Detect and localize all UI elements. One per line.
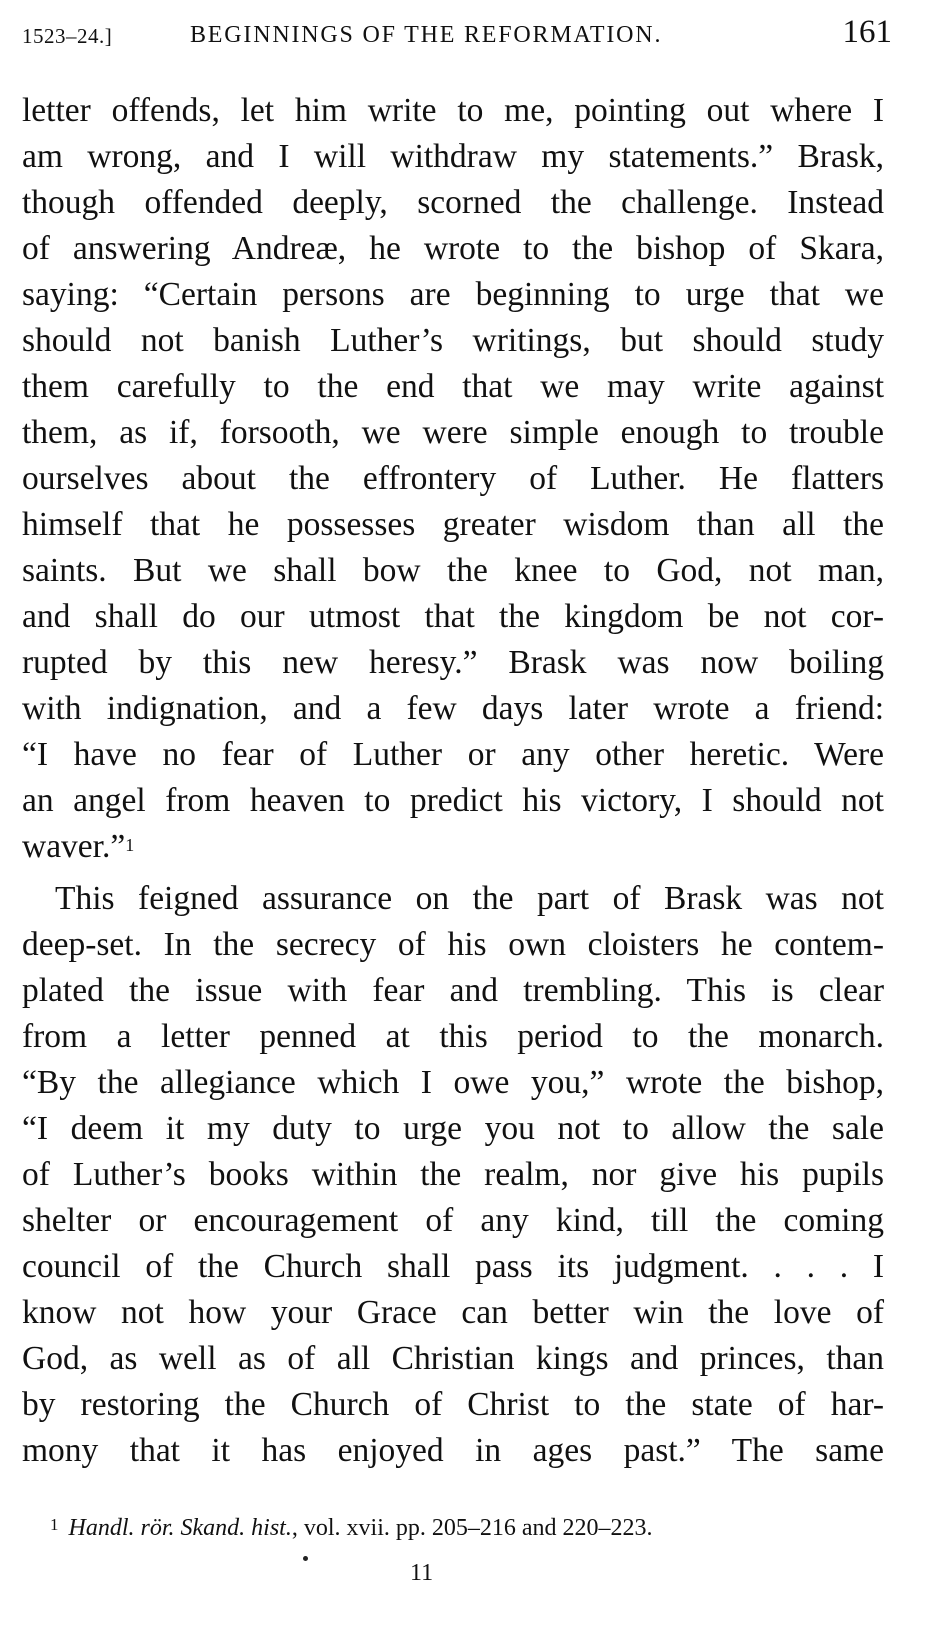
print-speck [303, 1556, 308, 1561]
text-line: This feigned assurance on the part of Brask was not [55, 880, 884, 917]
text-line: saints. But we shall bow the knee to God, not man, [22, 552, 884, 589]
text-line: by restoring the Church of Christ to the state of har- [22, 1386, 884, 1423]
running-header [22, 14, 892, 54]
text-line: and shall do our utmost that the kingdom be not cor- [22, 598, 884, 635]
text-line: should not banish Luther’s writings, but should study [22, 322, 884, 359]
header-years: 1523–24.] [22, 24, 113, 48]
text-line: deep-set. In the secrecy of his own cloisters he contem- [22, 926, 884, 963]
text-line [22, 824, 884, 870]
text-line: shelter or encouragement of any kind, till the coming [22, 1202, 884, 1239]
text-line-content: waver.” [22, 828, 126, 865]
footnote-text: , vol. xvii. pp. 205–216 and 220–223. [291, 1515, 653, 1541]
text-line: with indignation, and a few days later wrote a friend: [22, 690, 884, 727]
footnote-reference: 1 [125, 835, 135, 855]
text-line: an angel from heaven to predict his victory, I should not [22, 782, 884, 819]
text-line: of answering Andreæ, he wrote to the bishop of Skara, [22, 230, 884, 267]
text-line: of Luther’s books within the realm, nor give his pupils [22, 1156, 884, 1193]
text-line: God, as well as of all Christian kings and princes, than [22, 1340, 884, 1377]
text-line: plated the issue with fear and trembling. This is clear [22, 972, 884, 1009]
text-line: though offended deeply, scorned the challenge. Instead [22, 184, 884, 221]
text-line: rupted by this new heresy.” Brask was now boiling [22, 644, 884, 681]
footnote-title: Handl. rör. Skand. hist. [68, 1515, 292, 1541]
text-line: council of the Church shall pass its judgment. . . . I [22, 1248, 884, 1285]
signature-mark: 11 [410, 1560, 434, 1586]
page-number: 161 [842, 14, 892, 50]
text-line: them, as if, forsooth, we were simple enough to trouble [22, 414, 884, 451]
text-line: “By the allegiance which I owe you,” wrote the bishop, [22, 1064, 884, 1101]
footnote-number: 1 [50, 1515, 59, 1534]
text-line: ourselves about the effrontery of Luther. He flatters [22, 460, 884, 497]
text-line: from a letter penned at this period to the monarch. [22, 1018, 884, 1055]
text-line: himself that he possesses greater wisdom than all the [22, 506, 884, 543]
text-line: “I have no fear of Luther or any other heretic. Were [22, 736, 884, 773]
text-line: letter offends, let him write to me, pointing out where I [22, 92, 884, 129]
text-line: them carefully to the end that we may write against [22, 368, 884, 405]
footnote [50, 1515, 653, 1542]
header-title: BEGINNINGS OF THE REFORMATION. [190, 22, 663, 48]
text-line: know not how your Grace can better win the love of [22, 1294, 884, 1331]
text-line: mony that it has enjoyed in ages past.” The same [22, 1432, 884, 1469]
text-line: “I deem it my duty to urge you not to allow the sale [22, 1110, 884, 1147]
text-line: saying: “Certain persons are beginning to urge that we [22, 276, 884, 313]
text-line: am wrong, and I will withdraw my statements.” Brask, [22, 138, 884, 175]
